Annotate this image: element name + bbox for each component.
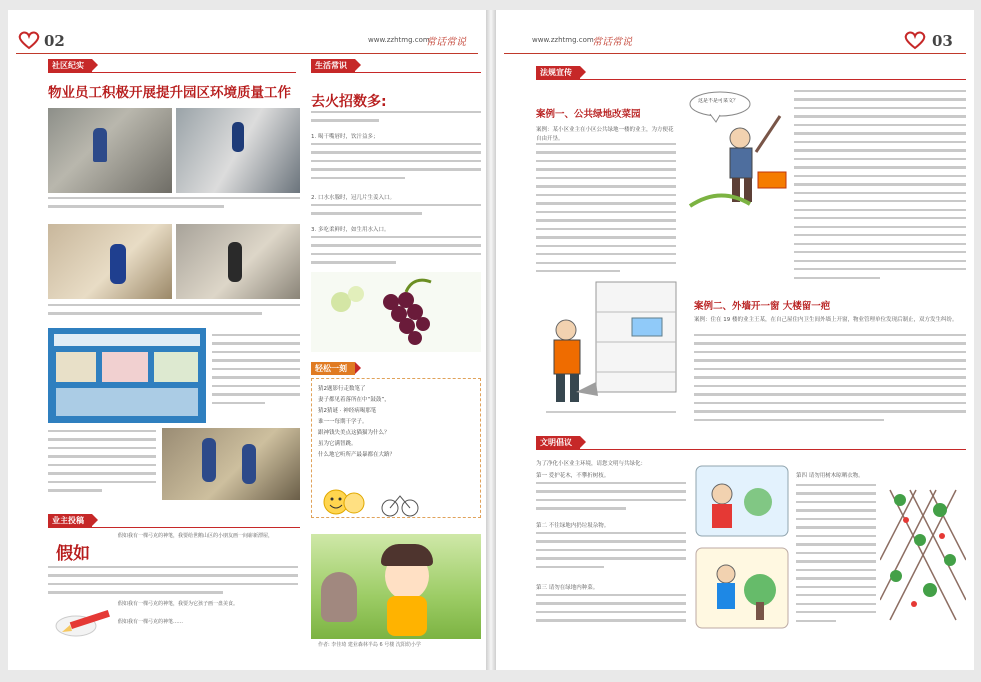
section-rule xyxy=(311,72,481,73)
case2-intro: 案例：住在 19 楼的业主王某，在自己屋住内卫生间外墙上开窗，物业管理单位发现后制止，双方发生纠纷。 xyxy=(694,317,958,323)
site-url: www.zzhtmg.com xyxy=(532,36,594,44)
case1-analysis xyxy=(794,90,966,290)
tips-title: 去火招数多: xyxy=(311,94,387,110)
gardener-illustration-icon xyxy=(692,462,792,634)
relax-line: 谁一一每期干学子。 xyxy=(318,419,368,425)
civil-body-3 xyxy=(536,594,686,636)
smiley-bike-icon xyxy=(320,486,420,518)
tips-item-3: 3. 多吃柔鲜时，如生用水入口。 xyxy=(311,227,390,233)
tips-intro xyxy=(311,111,481,133)
relax-line: 猜2题影行走数笔了 xyxy=(318,386,366,392)
tree-lattice-illustration-icon xyxy=(880,480,966,630)
section-rule xyxy=(48,527,300,528)
brand-mark: 常话常说 xyxy=(426,37,466,48)
photo-notice-board xyxy=(48,328,206,423)
photo-cleaning-1 xyxy=(48,108,172,193)
relax-line: 虽为它满智跳。 xyxy=(318,441,357,447)
case1-title: 案例一、公共绿地改菜园 xyxy=(536,109,641,120)
case1-body xyxy=(536,143,676,283)
left-header xyxy=(16,24,478,54)
page-number: 03 xyxy=(932,32,953,50)
main-title: 物业员工积极开展提升园区环境质量工作 xyxy=(48,85,291,101)
paragraph-2 xyxy=(48,304,300,322)
contrib-line-1: 假如我有一棵弓克的神笔，我要给世鹅山区的小朋友画一间崭新漂屋， xyxy=(118,533,274,539)
right-page xyxy=(496,10,974,670)
section-civil-tag: 文明倡议 xyxy=(536,436,580,449)
section-rule xyxy=(536,79,966,80)
civil-item-3: 第三 请勿在绿地内种菜。 xyxy=(536,585,599,591)
construction-illustration-icon xyxy=(536,272,686,420)
grapes-illustration-icon xyxy=(311,272,481,352)
civil-item-4: 第四 请勿用树木晾晒衣物。 xyxy=(796,473,864,479)
relax-line: 跟神钱失美点这猫猫为什么？ xyxy=(318,430,390,436)
brand-mark: 常话常说 xyxy=(592,37,632,48)
site-url: www.zzhtmg.com xyxy=(368,36,430,44)
relax-line: 猜2猜谜 · 神经病喝那笔 xyxy=(318,408,377,414)
photo-tree-work xyxy=(162,428,300,500)
section-contrib-tag: 业主投稿 xyxy=(48,514,92,527)
section-relax-tag: 轻松一刻 xyxy=(311,362,355,375)
photo-cleaning-3 xyxy=(48,224,172,299)
civil-item-1: 第一 爱护花木，不攀折树枝。 xyxy=(536,473,610,479)
section-rule xyxy=(48,72,296,73)
tips-body-2 xyxy=(311,204,481,224)
relax-list xyxy=(318,384,478,461)
civil-body-2 xyxy=(536,532,686,582)
section-tips-tag: 生活常识 xyxy=(311,59,355,72)
right-header xyxy=(504,24,966,54)
paragraph-3 xyxy=(212,334,300,420)
paragraph-4 xyxy=(48,430,156,502)
pencil-illustration-icon xyxy=(50,606,114,640)
tips-item-1: 1. 喝干嘴唇时，饮汁益多； xyxy=(311,134,379,140)
tips-item-2: 2. 口水水腺时，冠几片生姜入口。 xyxy=(311,195,395,201)
contrib-title: 假如 xyxy=(56,544,90,564)
page-number: 02 xyxy=(44,32,65,50)
case1-intro: 案例：某小区业主在小区公共绿地一楼的业主，为方便花自由开垦。 xyxy=(536,127,674,142)
case2-title: 案例二、外墙开一窗 大楼留一疤 xyxy=(694,301,831,312)
case1-bubble-text: 这是不是可菜文？ xyxy=(697,98,738,104)
contrib-line-3: 假如我有一棵弓克的神笔…… xyxy=(118,619,184,625)
civil-body-4 xyxy=(796,484,876,636)
center-gutter xyxy=(486,10,496,670)
civil-item-2: 第二 不往绿地内扔垃圾杂物。 xyxy=(536,523,610,529)
photo-cleaning-4 xyxy=(176,224,300,299)
relax-line: 什么地它听所产最暴都在大路？ xyxy=(318,452,396,458)
photo-cleaning-2 xyxy=(176,108,300,193)
relax-line: 妻子都见着落所在中“鼓鼓”， xyxy=(318,397,390,403)
contrib-line-2: 假如我有一棵弓克的神笔，我要为它孩子画一盘美食。 xyxy=(118,601,239,607)
section-law-tag: 法规宣传 xyxy=(536,66,580,79)
section-rule xyxy=(536,449,966,450)
tips-body-3 xyxy=(311,236,481,276)
civil-body-1 xyxy=(536,482,686,522)
heart-logo-icon xyxy=(16,30,42,50)
section-news-tag: 社区纪实 xyxy=(48,59,92,72)
case2-body xyxy=(694,334,966,426)
photo-caption: 作者: 李佳琦 建业森林半岛 6 号楼 沈阳幼小学 xyxy=(318,642,421,648)
civil-intro: 为了净化小区业主环境，请您文明与共绿化： xyxy=(536,461,647,467)
photo-child xyxy=(311,534,481,639)
heart-logo-icon xyxy=(902,30,928,50)
left-page xyxy=(8,10,486,670)
tips-body-1 xyxy=(311,143,481,191)
paragraph-1 xyxy=(48,197,300,215)
